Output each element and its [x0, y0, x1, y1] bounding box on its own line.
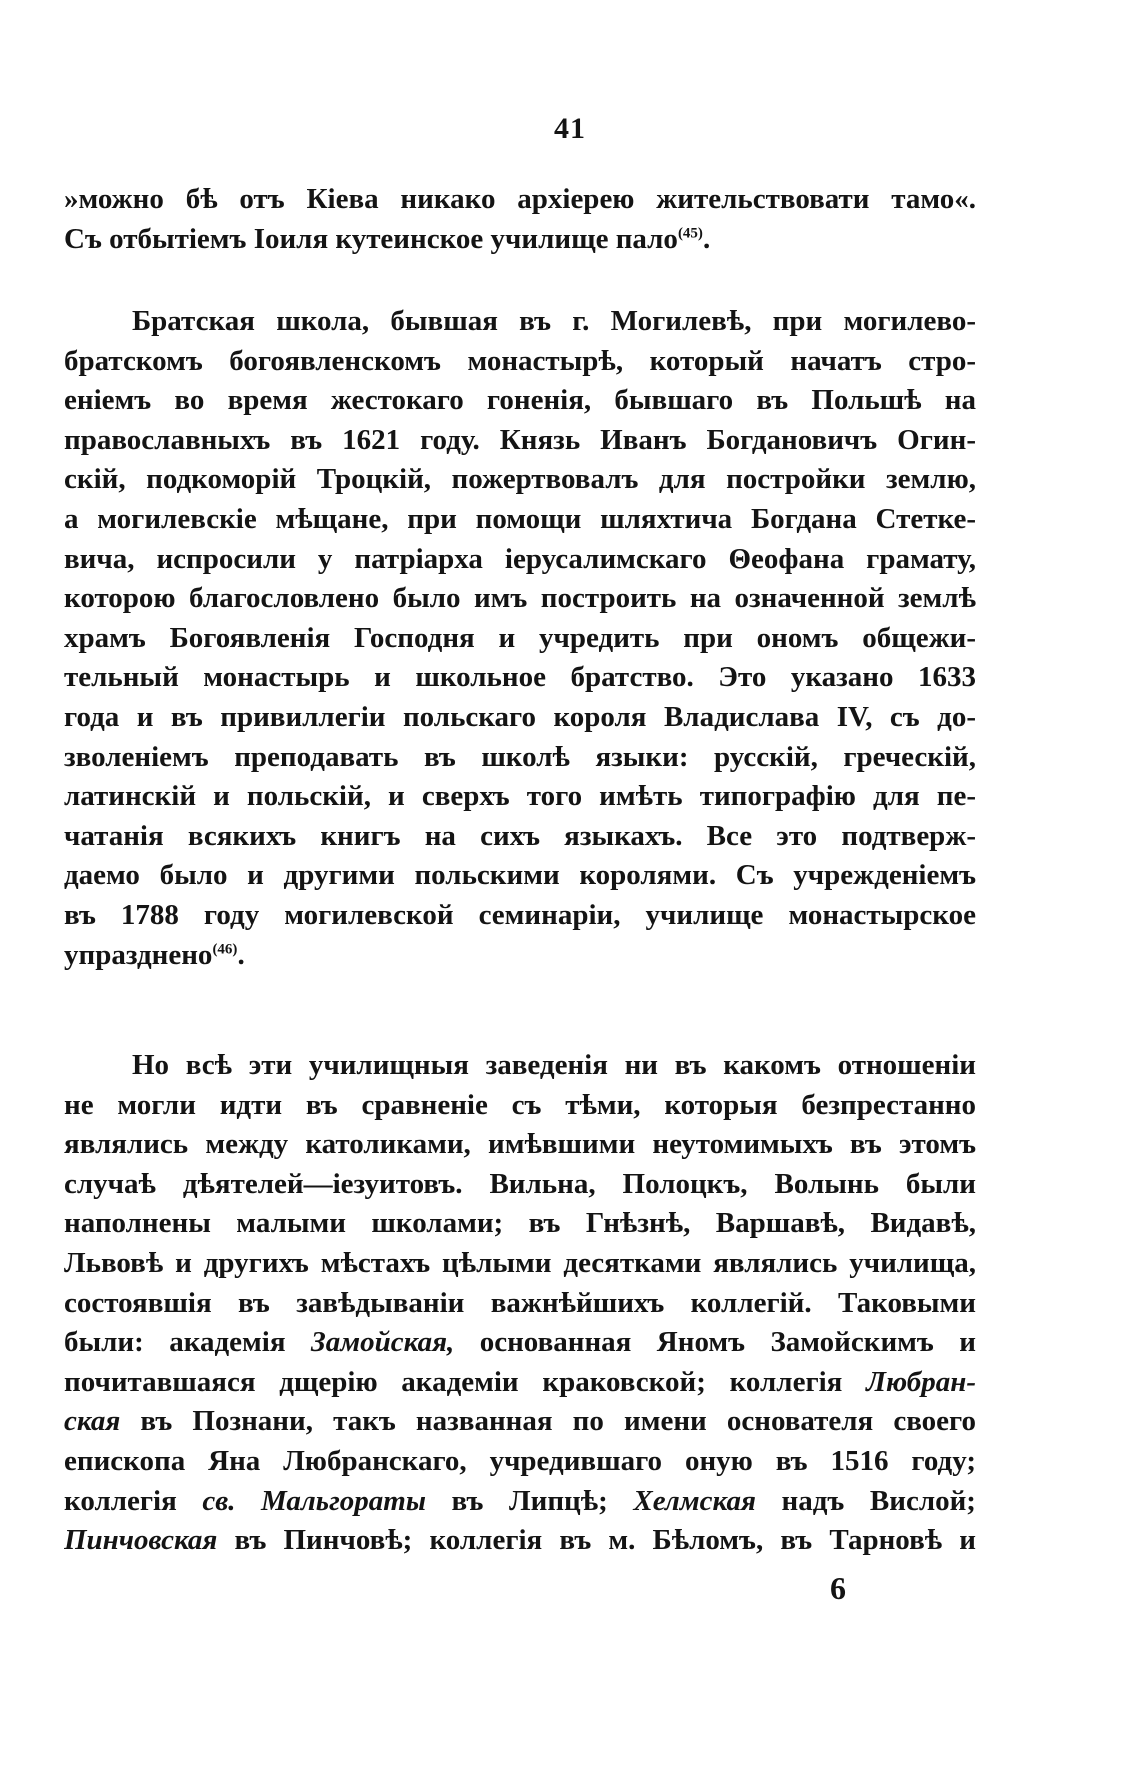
text-run: основанная Яномъ Замойскимъ и: [454, 1326, 976, 1359]
text-line: [64, 936, 976, 976]
text-run: коллегія: [64, 1484, 203, 1517]
text-line: наполнены малыми школами; въ Гнѣзнѣ, Варшавѣ, Видавѣ,: [64, 1207, 976, 1240]
paragraph-2: [64, 302, 976, 975]
text-line: [64, 302, 976, 342]
text-line: не могли идти въ сравненіе съ тѣми, которыя безпрестанно: [64, 1088, 976, 1121]
text-run: Съ отбытіемъ Іоиля кутеинское училище пало: [64, 222, 678, 255]
footnote-ref: (46): [212, 940, 238, 957]
text-line: православныхъ въ 1621 году. Князь Иванъ Богдановичъ Огин-: [64, 423, 976, 456]
text-line: [64, 1402, 976, 1442]
text-run: въ Познани, такъ названная по имени основателя своего: [120, 1405, 976, 1438]
text-line: вича, испросили у патріарха іерусалимскаго Θеофана грамату,: [64, 542, 976, 575]
italic-term: св. Мальгораты: [202, 1484, 426, 1517]
text-line: братскомъ богоявленскомъ монастырѣ, который начатъ стро-: [64, 344, 976, 377]
text-line: тельный монастырь и школьное братство. Это указано 1633: [64, 661, 976, 694]
text-run: въ Пинчовѣ; коллегія въ м. Бѣломъ, въ Тарновѣ и: [217, 1524, 976, 1557]
lead-term: Братская школа,: [132, 305, 370, 337]
text-line: епископа Яна Любранскаго, учредившаго оную въ 1516 году;: [64, 1444, 976, 1477]
italic-term: Замойская,: [310, 1326, 455, 1359]
text-run: упразднено: [64, 938, 213, 971]
text-line: Львовѣ и другихъ мѣстахъ цѣлыми десятками являлись училища,: [64, 1246, 976, 1279]
italic-term: Хелмская: [633, 1484, 756, 1517]
text-line: [64, 1323, 976, 1363]
text-line: »можно бѣ отъ Кіева никако архіерею жительствовати тамо«.: [64, 183, 976, 215]
text-line: [64, 1482, 976, 1522]
text-run: почитавшаяся дщерію академіи краковской; коллегія: [64, 1365, 867, 1398]
punctuation: .: [702, 222, 711, 255]
text-line: состоявшія въ завѣдываніи важнѣйшихъ коллегій. Таковыми: [64, 1286, 976, 1319]
text-line: латинскій и польскій, и сверхъ того имѣть типографію для пе-: [64, 780, 976, 813]
text-run: въ Липцѣ;: [425, 1484, 634, 1517]
text-line: которою благословлено было имъ построить на означенной землѣ: [64, 582, 976, 615]
text-run: бывшая въ г. Могилевѣ, при могилево-: [369, 305, 976, 337]
text-line: являлись между католиками, имѣвшими неутомимыхъ въ этомъ: [64, 1128, 976, 1161]
text-line: даемо было и другими польскими королями. Съ учрежденіемъ: [64, 859, 976, 892]
text-line: скій, подкоморій Троцкій, пожертвовалъ для постройки землю,: [64, 463, 976, 496]
signature-mark: 6: [830, 1570, 846, 1606]
text-line: [64, 220, 976, 260]
text-run: надъ Вислой;: [755, 1484, 976, 1517]
text-line: года и въ привиллегіи польскаго короля Владислава IV, съ до-: [64, 700, 976, 733]
punctuation: .: [237, 938, 245, 971]
italic-term: ская: [64, 1405, 121, 1438]
text-run: были: академія: [64, 1326, 311, 1359]
italic-term: Любран-: [866, 1365, 976, 1398]
footnote-ref: (45): [677, 224, 703, 241]
paragraph-1: [64, 180, 976, 259]
text-line: [64, 1521, 976, 1561]
text-line: Но всѣ эти училищныя заведенія ни въ какомъ отношеніи: [132, 1049, 976, 1081]
text-line: [64, 1363, 976, 1403]
text-line: чатанія всякихъ книгъ на сихъ языкахъ. Все это подтверж-: [64, 819, 976, 852]
paragraph-3: [64, 1046, 976, 1561]
text-line: еніемъ во время жестокаго гоненія, бывшаго въ Польшѣ на: [64, 384, 976, 417]
italic-term: Пинчовская: [64, 1524, 218, 1557]
page-number: 41: [554, 112, 586, 145]
text-line: зволеніемъ преподавать въ школѣ языки: русскій, греческій,: [64, 740, 976, 773]
text-line: въ 1788 году могилевской семинаріи, училище монастырское: [64, 898, 976, 931]
text-line: а могилевскіе мѣщане, при помощи шляхтича Богдана Стетке-: [64, 502, 976, 535]
text-line: случаѣ дѣятелей—іезуитовъ. Вильна, Полоцкъ, Волынь были: [64, 1167, 976, 1200]
text-line: храмъ Богоявленія Господня и учредить при ономъ общежи-: [64, 621, 976, 654]
